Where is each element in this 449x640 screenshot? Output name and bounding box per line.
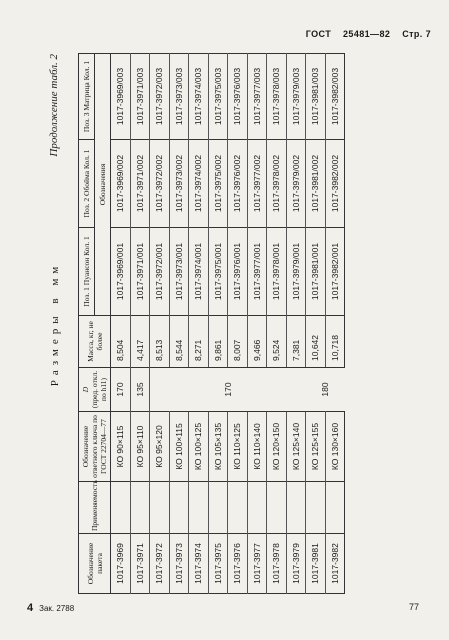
cell-mass: 10,718 — [325, 316, 345, 368]
cell-pos1: 1017-3982/001 — [325, 228, 345, 316]
col-d — [79, 368, 111, 412]
cell-key: КО 90×115 — [111, 412, 131, 482]
cell-key: КО 125×140 — [286, 412, 306, 482]
cell-pos1: 1017-3969/001 — [111, 228, 131, 316]
table-row — [150, 54, 170, 594]
cell-pos2: 1017-3981/002 — [306, 140, 326, 228]
cell-pos3: 1017-3971/003 — [130, 54, 150, 140]
col-mass: Масса, кг, не более — [79, 316, 111, 368]
cell-pos2: 1017-3979/002 — [286, 140, 306, 228]
cell-applicability — [130, 482, 150, 534]
cell-pos2: 1017-3973/002 — [169, 140, 189, 228]
table-row — [189, 54, 209, 594]
cell-pos3: 1017-3981/003 — [306, 54, 326, 140]
standard-label: ГОСТ — [305, 29, 332, 39]
cell-pos1: 1017-3973/001 — [169, 228, 189, 316]
cell-mass: 10,642 — [306, 316, 326, 368]
cell-key: КО 100×125 — [189, 412, 209, 482]
rotated-table-page — [42, 54, 412, 594]
cell-pos2: 1017-3978/002 — [267, 140, 287, 228]
cell-applicability — [325, 482, 345, 534]
cell-code: 1017-3972 — [150, 534, 170, 594]
cell-d-merged: 180 — [306, 368, 345, 412]
cell-pos2: 1017-3982/002 — [325, 140, 345, 228]
header-row — [79, 54, 95, 594]
cell-pos1: 1017-3971/001 — [130, 228, 150, 316]
cell-d: 170 — [111, 368, 131, 412]
cell-pos3: 1017-3969/003 — [111, 54, 131, 140]
cell-pos3: 1017-3975/003 — [208, 54, 228, 140]
cell-pos1: 1017-3977/001 — [247, 228, 267, 316]
cell-pos1: 1017-3981/001 — [306, 228, 326, 316]
cell-pos2: 1017-3975/002 — [208, 140, 228, 228]
cell-pos2: 1017-3971/002 — [130, 140, 150, 228]
cell-applicability — [169, 482, 189, 534]
table-row — [286, 54, 306, 594]
cell-pos3: 1017-3977/003 — [247, 54, 267, 140]
cell-code: 1017-3971 — [130, 534, 150, 594]
cell-pos1: 1017-3978/001 — [267, 228, 287, 316]
page-number: 77 — [408, 602, 419, 612]
cell-pos2: 1017-3976/002 — [228, 140, 248, 228]
cell-applicability — [306, 482, 326, 534]
cell-applicability — [189, 482, 209, 534]
cell-mass: 8,504 — [111, 316, 131, 368]
cell-pos1: 1017-3972/001 — [150, 228, 170, 316]
continuation-label: Продолжение табл. 2 — [48, 54, 60, 157]
cell-pos3: 1017-3978/003 — [267, 54, 287, 140]
cell-pos1: 1017-3979/001 — [286, 228, 306, 316]
cell-mass: 9,861 — [208, 316, 228, 368]
cell-key: КО 125×155 — [306, 412, 326, 482]
cell-code: 1017-3973 — [169, 534, 189, 594]
cell-mass: 9,466 — [247, 316, 267, 368]
cell-d-merged: 170 — [150, 368, 306, 412]
cell-code: 1017-3979 — [286, 534, 306, 594]
table-row — [325, 54, 345, 594]
cell-key: КО 95×120 — [150, 412, 170, 482]
cell-code: 1017-3982 — [325, 534, 345, 594]
cell-pos2: 1017-3969/002 — [111, 140, 131, 228]
cell-applicability — [228, 482, 248, 534]
order-number: Зак. 2788 — [39, 604, 75, 613]
cell-mass: 8,544 — [169, 316, 189, 368]
table-row — [130, 54, 150, 594]
page-header — [297, 29, 431, 39]
table-row — [169, 54, 189, 594]
cell-pos3: 1017-3979/003 — [286, 54, 306, 140]
col-designation: Обозначение пакета — [79, 534, 111, 594]
col-key: Обозначение ответного ключа по ГОСТ 22704—77 — [79, 412, 111, 482]
cell-key: КО 110×140 — [247, 412, 267, 482]
table-row — [208, 54, 228, 594]
col-d-note: (пред. откл. по h11) — [90, 370, 108, 409]
cell-applicability — [247, 482, 267, 534]
print-order — [27, 602, 74, 614]
cell-pos3: 1017-3972/003 — [150, 54, 170, 140]
cell-mass: 4,417 — [130, 316, 150, 368]
cell-pos1: 1017-3975/001 — [208, 228, 228, 316]
col-pos3: Поз. 3 Матрица Кол. 1 — [79, 54, 95, 140]
cell-key: КО 95×110 — [130, 412, 150, 482]
cell-mass: 8,271 — [189, 316, 209, 368]
standard-number: 25481—82 — [343, 29, 391, 39]
cell-mass: 7,381 — [286, 316, 306, 368]
cell-pos3: 1017-3976/003 — [228, 54, 248, 140]
dimensions-table — [78, 53, 345, 594]
cell-code: 1017-3977 — [247, 534, 267, 594]
page-label: Стр. 7 — [402, 29, 431, 39]
col-pos1: Поз. 1 Пуансон Кол. 1 — [79, 228, 95, 316]
cell-key: КО 110×125 — [228, 412, 248, 482]
cell-applicability — [208, 482, 228, 534]
cell-applicability — [267, 482, 287, 534]
cell-code: 1017-3974 — [189, 534, 209, 594]
cell-code: 1017-3978 — [267, 534, 287, 594]
cell-pos3: 1017-3973/003 — [169, 54, 189, 140]
cell-mass: 8,007 — [228, 316, 248, 368]
col-pos2: Поз. 2 Обойма Кол. 1 — [79, 140, 95, 228]
cell-d: 135 — [130, 368, 150, 412]
cell-code: 1017-3969 — [111, 534, 131, 594]
cell-key: КО 120×150 — [267, 412, 287, 482]
cell-pos1: 1017-3976/001 — [228, 228, 248, 316]
cell-mass: 8,513 — [150, 316, 170, 368]
cell-pos3: 1017-3974/003 — [189, 54, 209, 140]
cell-key: КО 130×160 — [325, 412, 345, 482]
cell-pos1: 1017-3974/001 — [189, 228, 209, 316]
cell-code: 1017-3975 — [208, 534, 228, 594]
table-row — [247, 54, 267, 594]
table-row — [111, 54, 131, 594]
cell-pos2: 1017-3972/002 — [150, 140, 170, 228]
cell-applicability — [286, 482, 306, 534]
col-d-symbol: D — [81, 386, 90, 393]
cell-mass: 9,524 — [267, 316, 287, 368]
cell-applicability — [111, 482, 131, 534]
cell-pos3: 1017-3982/003 — [325, 54, 345, 140]
table-row — [306, 54, 326, 594]
col-applicability: Применяемость — [79, 482, 111, 534]
cell-pos2: 1017-3977/002 — [247, 140, 267, 228]
signature-number: 4 — [27, 602, 34, 614]
table-row — [228, 54, 248, 594]
cell-code: 1017-3981 — [306, 534, 326, 594]
table-title: Размеры в мм — [49, 261, 61, 387]
cell-pos2: 1017-3974/002 — [189, 140, 209, 228]
cell-key: КО 100×115 — [169, 412, 189, 482]
cell-applicability — [150, 482, 170, 534]
table-row — [267, 54, 287, 594]
cell-key: КО 105×135 — [208, 412, 228, 482]
col-designation-group: Обозначения — [95, 54, 111, 316]
cell-code: 1017-3976 — [228, 534, 248, 594]
